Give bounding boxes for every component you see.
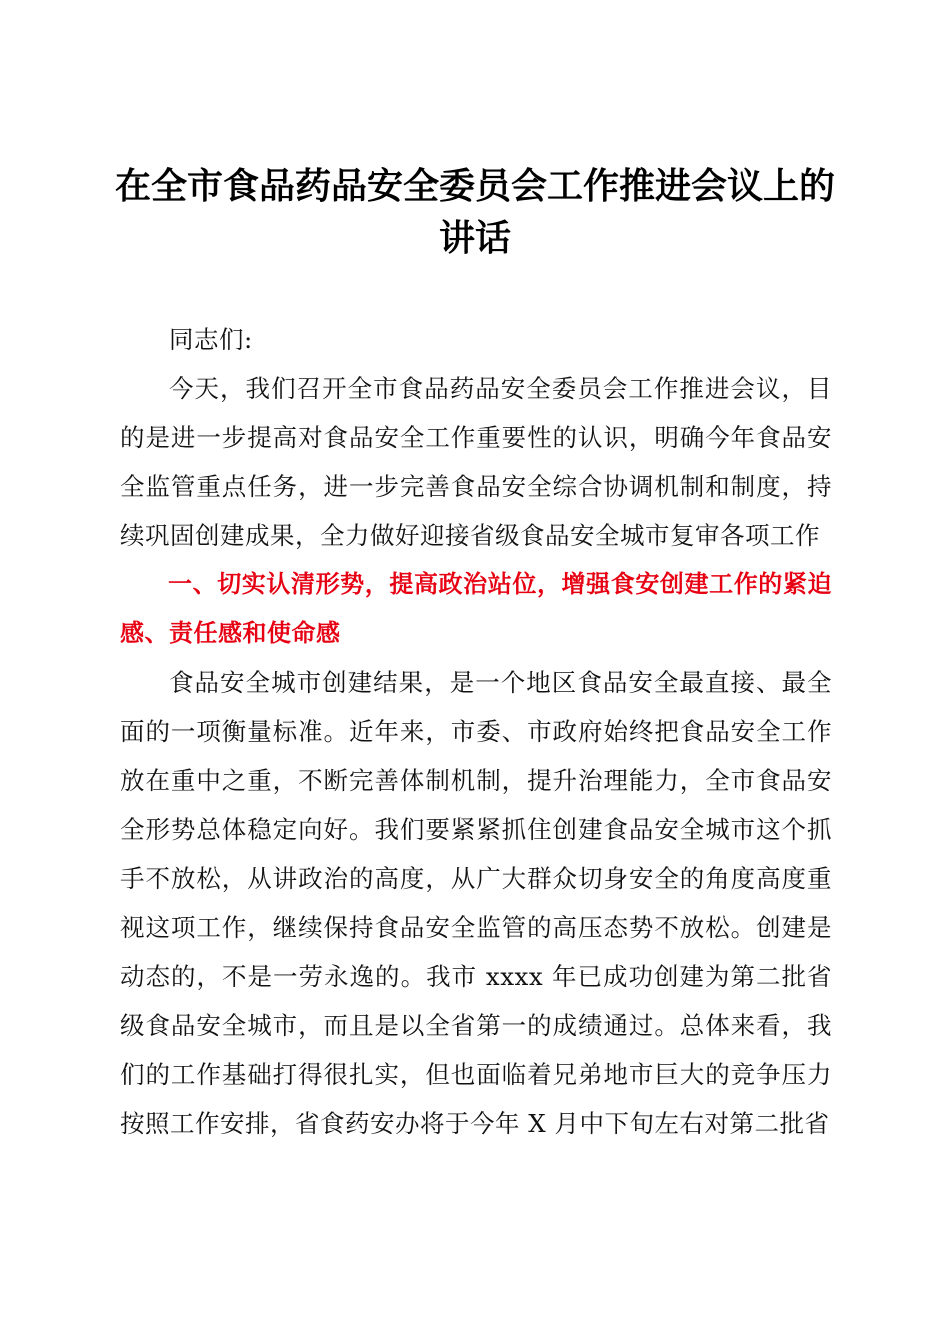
document-body [120,315,832,1148]
intro-paragraph: 今天，我们召开全市食品药品安全委员会工作推进会议，目的是进一步提高对食品安全工作重要性的认识，明确今年食品安全监管重点任务，进一步完善食品安全综合协调机制和制度，持续巩固创建成果，全力做好迎接省级食品安全城市复审各项工作 [120,374,832,550]
section-paragraph: 食品安全城市创建结果，是一个地区食品安全最直接、最全面的一项衡量标准。近年来，市委、市政府始终把食品安全工作放在重中之重，不断完善体制机制，提升治理能力，全市食品安全形势总体稳定向好。我们要紧紧抓住创建食品安全城市这个抓手不放松，从讲政治的高度，从广大群众切身安全的角度高度重视这项工作，继续保持食品安全监管的高压态势不放松。创建是动态的，不是一劳永逸的。我市 xxxx 年已成功创建为第二批省级食品安全城市，而且是以全省第一的成绩通过。总体来看，我们的工作基础打得很扎实，但也面临着兄弟地市巨大的竞争压力按照工作安排，省食药安办将于今年 X 月中下旬左右对第二批省 [120,668,832,1138]
document-title: 在全市食品药品安全委员会工作推进会议上的讲话 [114,165,835,259]
section-heading: 一、切实认清形势，提高政治站位，增强食安创建工作的紧迫感、责任感和使命感 [120,570,832,647]
salutation: 同志们: [169,325,253,354]
